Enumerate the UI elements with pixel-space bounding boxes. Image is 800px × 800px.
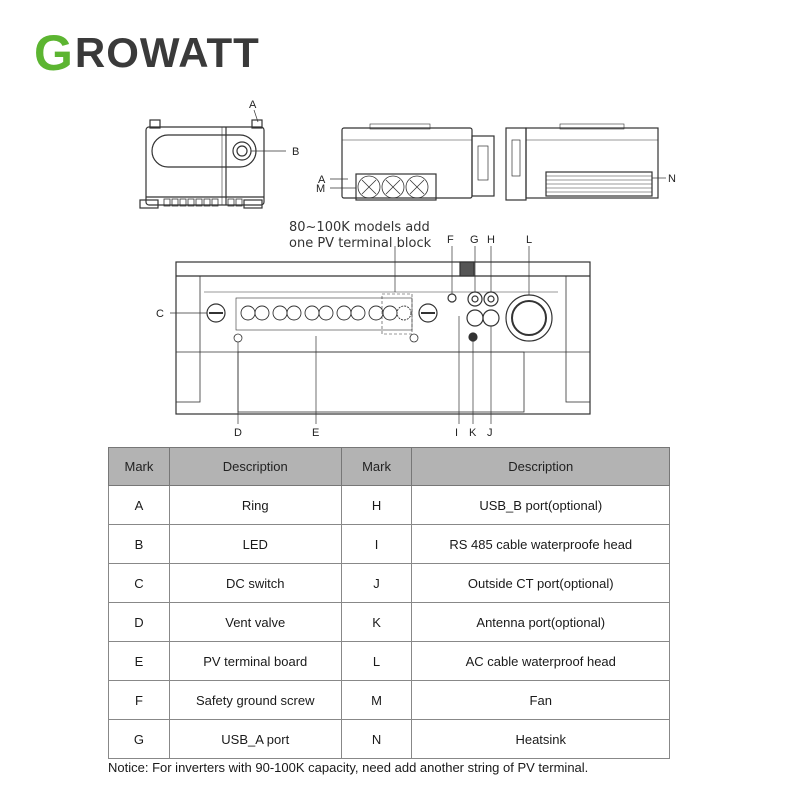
- bottom-view: [170, 246, 590, 424]
- table-row: [109, 486, 670, 525]
- logo-g-mark: G: [34, 25, 73, 81]
- callout-e: E: [312, 427, 320, 439]
- table-header-row: [109, 448, 670, 486]
- growatt-logo: [34, 25, 260, 81]
- description-cell: Fan: [412, 681, 670, 720]
- callout-b: B: [292, 146, 300, 158]
- description-cell: LED: [169, 525, 341, 564]
- description-cell: Heatsink: [412, 720, 670, 759]
- mark-cell: K: [341, 603, 412, 642]
- description-cell: Antenna port(optional): [412, 603, 670, 642]
- header-description-1: Description: [169, 448, 341, 486]
- callout-a-front: A: [249, 99, 257, 111]
- callout-g: G: [470, 234, 479, 246]
- side-view: [330, 124, 494, 200]
- callout-n: N: [668, 173, 676, 185]
- description-cell: USB_A port: [169, 720, 341, 759]
- description-cell: PV terminal board: [169, 642, 341, 681]
- mark-cell: H: [341, 486, 412, 525]
- table-row: [109, 642, 670, 681]
- description-cell: USB_B port(optional): [412, 486, 670, 525]
- header-mark-2: Mark: [341, 448, 412, 486]
- table-row: [109, 525, 670, 564]
- callout-a-side: A: [318, 174, 326, 186]
- callout-f: F: [447, 234, 454, 246]
- component-legend-table: [108, 447, 670, 759]
- mark-cell: F: [109, 681, 170, 720]
- callout-l: L: [526, 234, 533, 246]
- table-row: [109, 603, 670, 642]
- mark-cell: A: [109, 486, 170, 525]
- logo-wordmark: ROWATT: [74, 29, 260, 76]
- description-cell: Ring: [169, 486, 341, 525]
- mark-cell: N: [341, 720, 412, 759]
- mark-cell: D: [109, 603, 170, 642]
- callout-c: C: [156, 308, 164, 320]
- mark-cell: J: [341, 564, 412, 603]
- callout-h: H: [487, 234, 495, 246]
- mark-cell: I: [341, 525, 412, 564]
- header-mark-1: Mark: [109, 448, 170, 486]
- description-cell: RS 485 cable waterproofe head: [412, 525, 670, 564]
- table-row: [109, 681, 670, 720]
- callout-d: D: [234, 427, 242, 439]
- callout-k: K: [469, 427, 477, 439]
- description-cell: Safety ground screw: [169, 681, 341, 720]
- notice-text: Notice: For inverters with 90-100K capacity, need add another string of PV terminal.: [108, 760, 589, 775]
- mark-cell: B: [109, 525, 170, 564]
- front-view: [140, 110, 286, 208]
- mark-cell: E: [109, 642, 170, 681]
- mark-cell: G: [109, 720, 170, 759]
- mark-cell: M: [341, 681, 412, 720]
- table-row: [109, 720, 670, 759]
- note-line-1: 80~100K models add: [289, 220, 430, 235]
- description-cell: AC cable waterproof head: [412, 642, 670, 681]
- description-cell: DC switch: [169, 564, 341, 603]
- header-description-2: Description: [412, 448, 670, 486]
- callout-m: M: [316, 183, 326, 195]
- table-row: [109, 564, 670, 603]
- mark-cell: C: [109, 564, 170, 603]
- mark-cell: L: [341, 642, 412, 681]
- note-line-2: one PV terminal block: [289, 236, 432, 251]
- rear-view: [506, 124, 666, 200]
- description-cell: Vent valve: [169, 603, 341, 642]
- description-cell: Outside CT port(optional): [412, 564, 670, 603]
- callout-i: I: [455, 427, 459, 439]
- callout-j: J: [487, 427, 493, 439]
- inverter-diagram: [0, 90, 800, 440]
